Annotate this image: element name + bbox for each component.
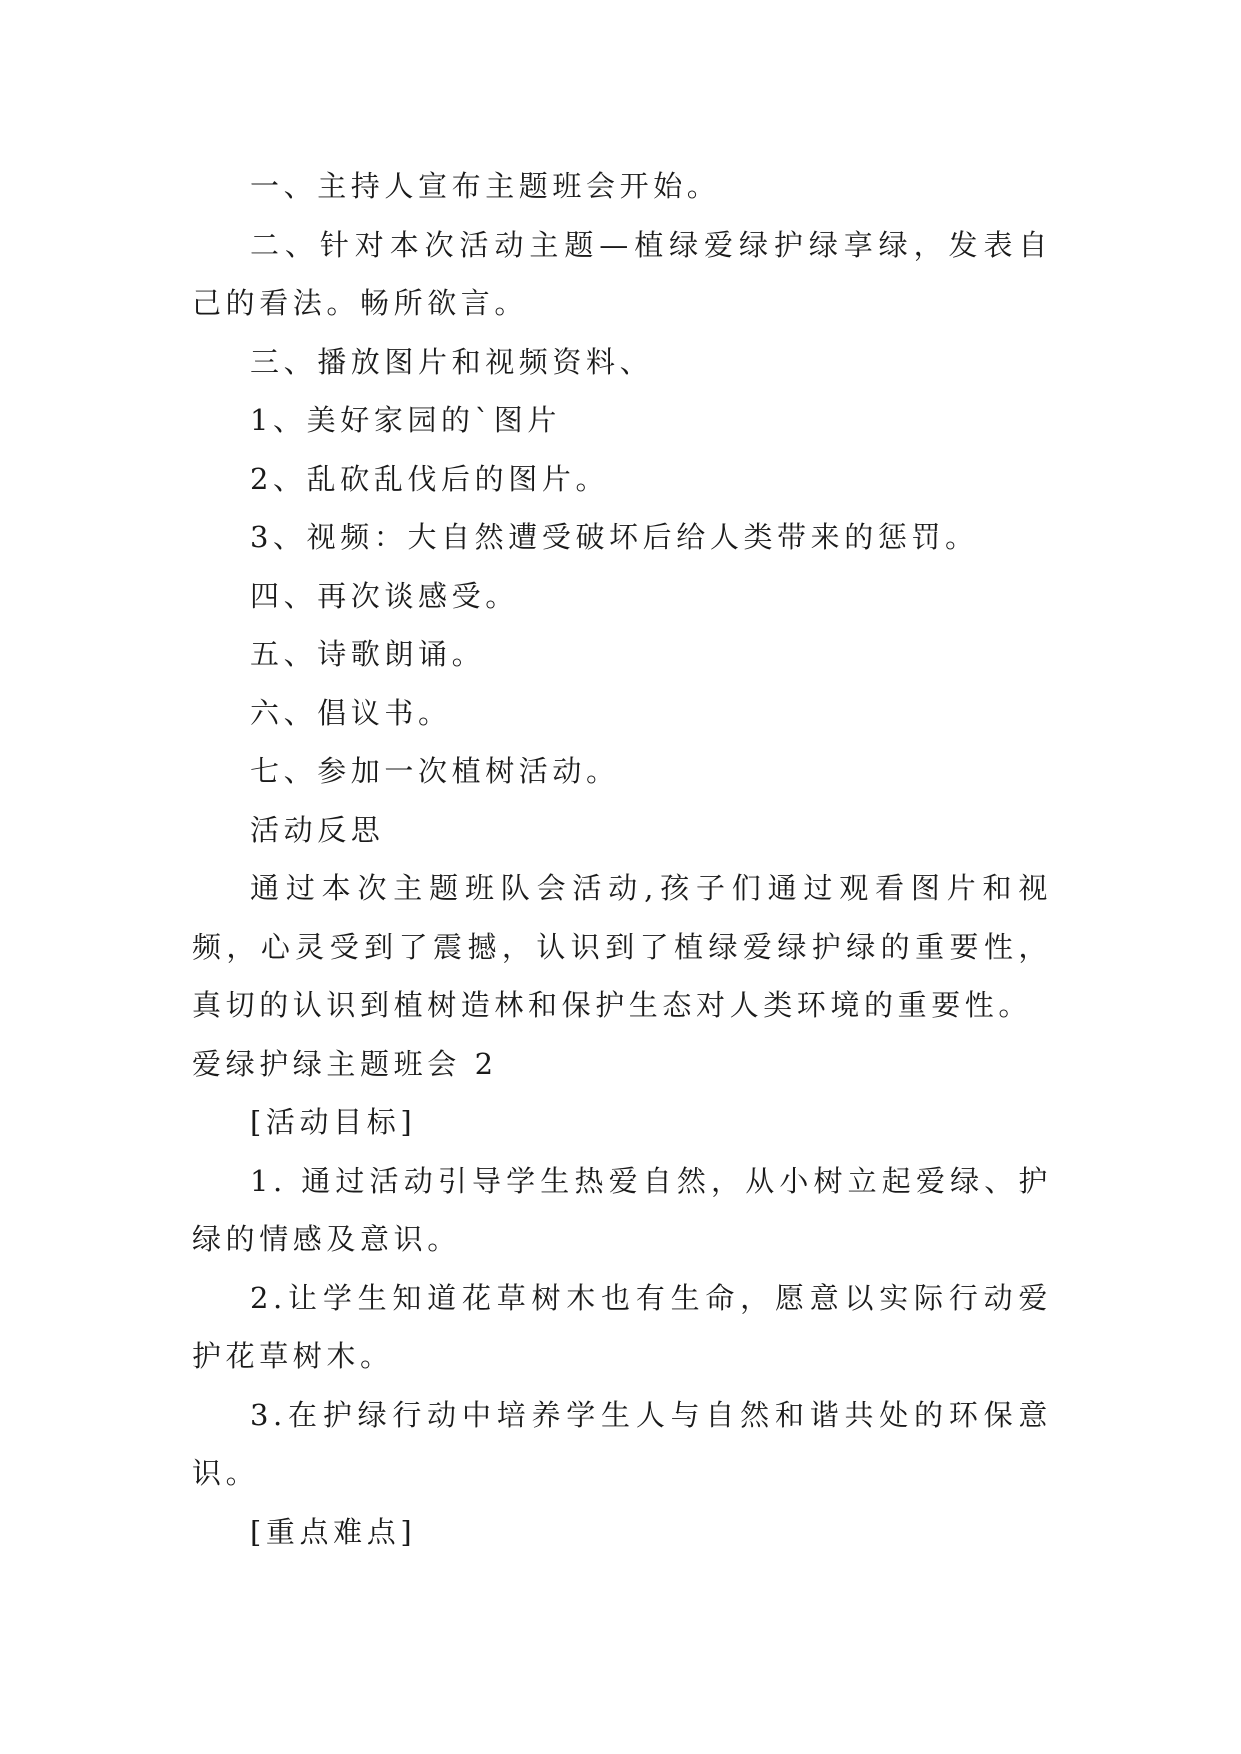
document-body <box>192 157 1052 1561</box>
paragraph-media-item-2: 2、乱砍乱伐后的图片。 <box>250 461 610 496</box>
section-heading-goals: [活动目标] <box>250 1105 417 1139</box>
paragraph-goal-1: 1. 通过活动引导学生热爱自然，从小树立起爱绿、护绿的情感及意识。 <box>192 1163 1052 1256</box>
paragraph-discuss-theme: 二、针对本次活动主题—植绿爱绿护绿享绿，发表自己的看法。畅所欲言。 <box>192 227 1052 320</box>
paragraph-media-item-3: 3、视频：大自然遭受破坏后给人类带来的惩罚。 <box>250 520 979 554</box>
paragraph-media-item-1: 1、美好家园的`图片 <box>250 403 561 437</box>
section-heading-reflection: 活动反思 <box>250 812 385 847</box>
paragraph-share-feelings: 四、再次谈感受。 <box>250 578 519 613</box>
section-title-class-meeting-2: 爱绿护绿主题班会 2 <box>192 1046 498 1081</box>
paragraph-host-announces: 一、主持人宣布主题班会开始。 <box>250 169 721 203</box>
paragraph-reflection-body: 通过本次主题班队会活动,孩子们通过观看图片和视频，心灵受到了震撼，认识到了植绿爱绿护绿的重要性，真切的认识到植树造林和保护生态对人类环境的重要性。 <box>192 871 1052 1022</box>
paragraph-poem-recital: 五、诗歌朗诵。 <box>250 637 486 671</box>
paragraph-goal-3: 3.在护绿行动中培养学生人与自然和谐共处的环保意识。 <box>192 1397 1052 1490</box>
section-heading-key-points: [重点难点] <box>250 1514 417 1549</box>
paragraph-proposal: 六、倡议书。 <box>250 695 452 730</box>
paragraph-goal-2: 2.让学生知道花草树木也有生命，愿意以实际行动爱护花草树木。 <box>192 1280 1052 1373</box>
paragraph-planting-activity: 七、参加一次植树活动。 <box>250 754 620 788</box>
paragraph-play-media: 三、播放图片和视频资料、 <box>250 344 654 379</box>
